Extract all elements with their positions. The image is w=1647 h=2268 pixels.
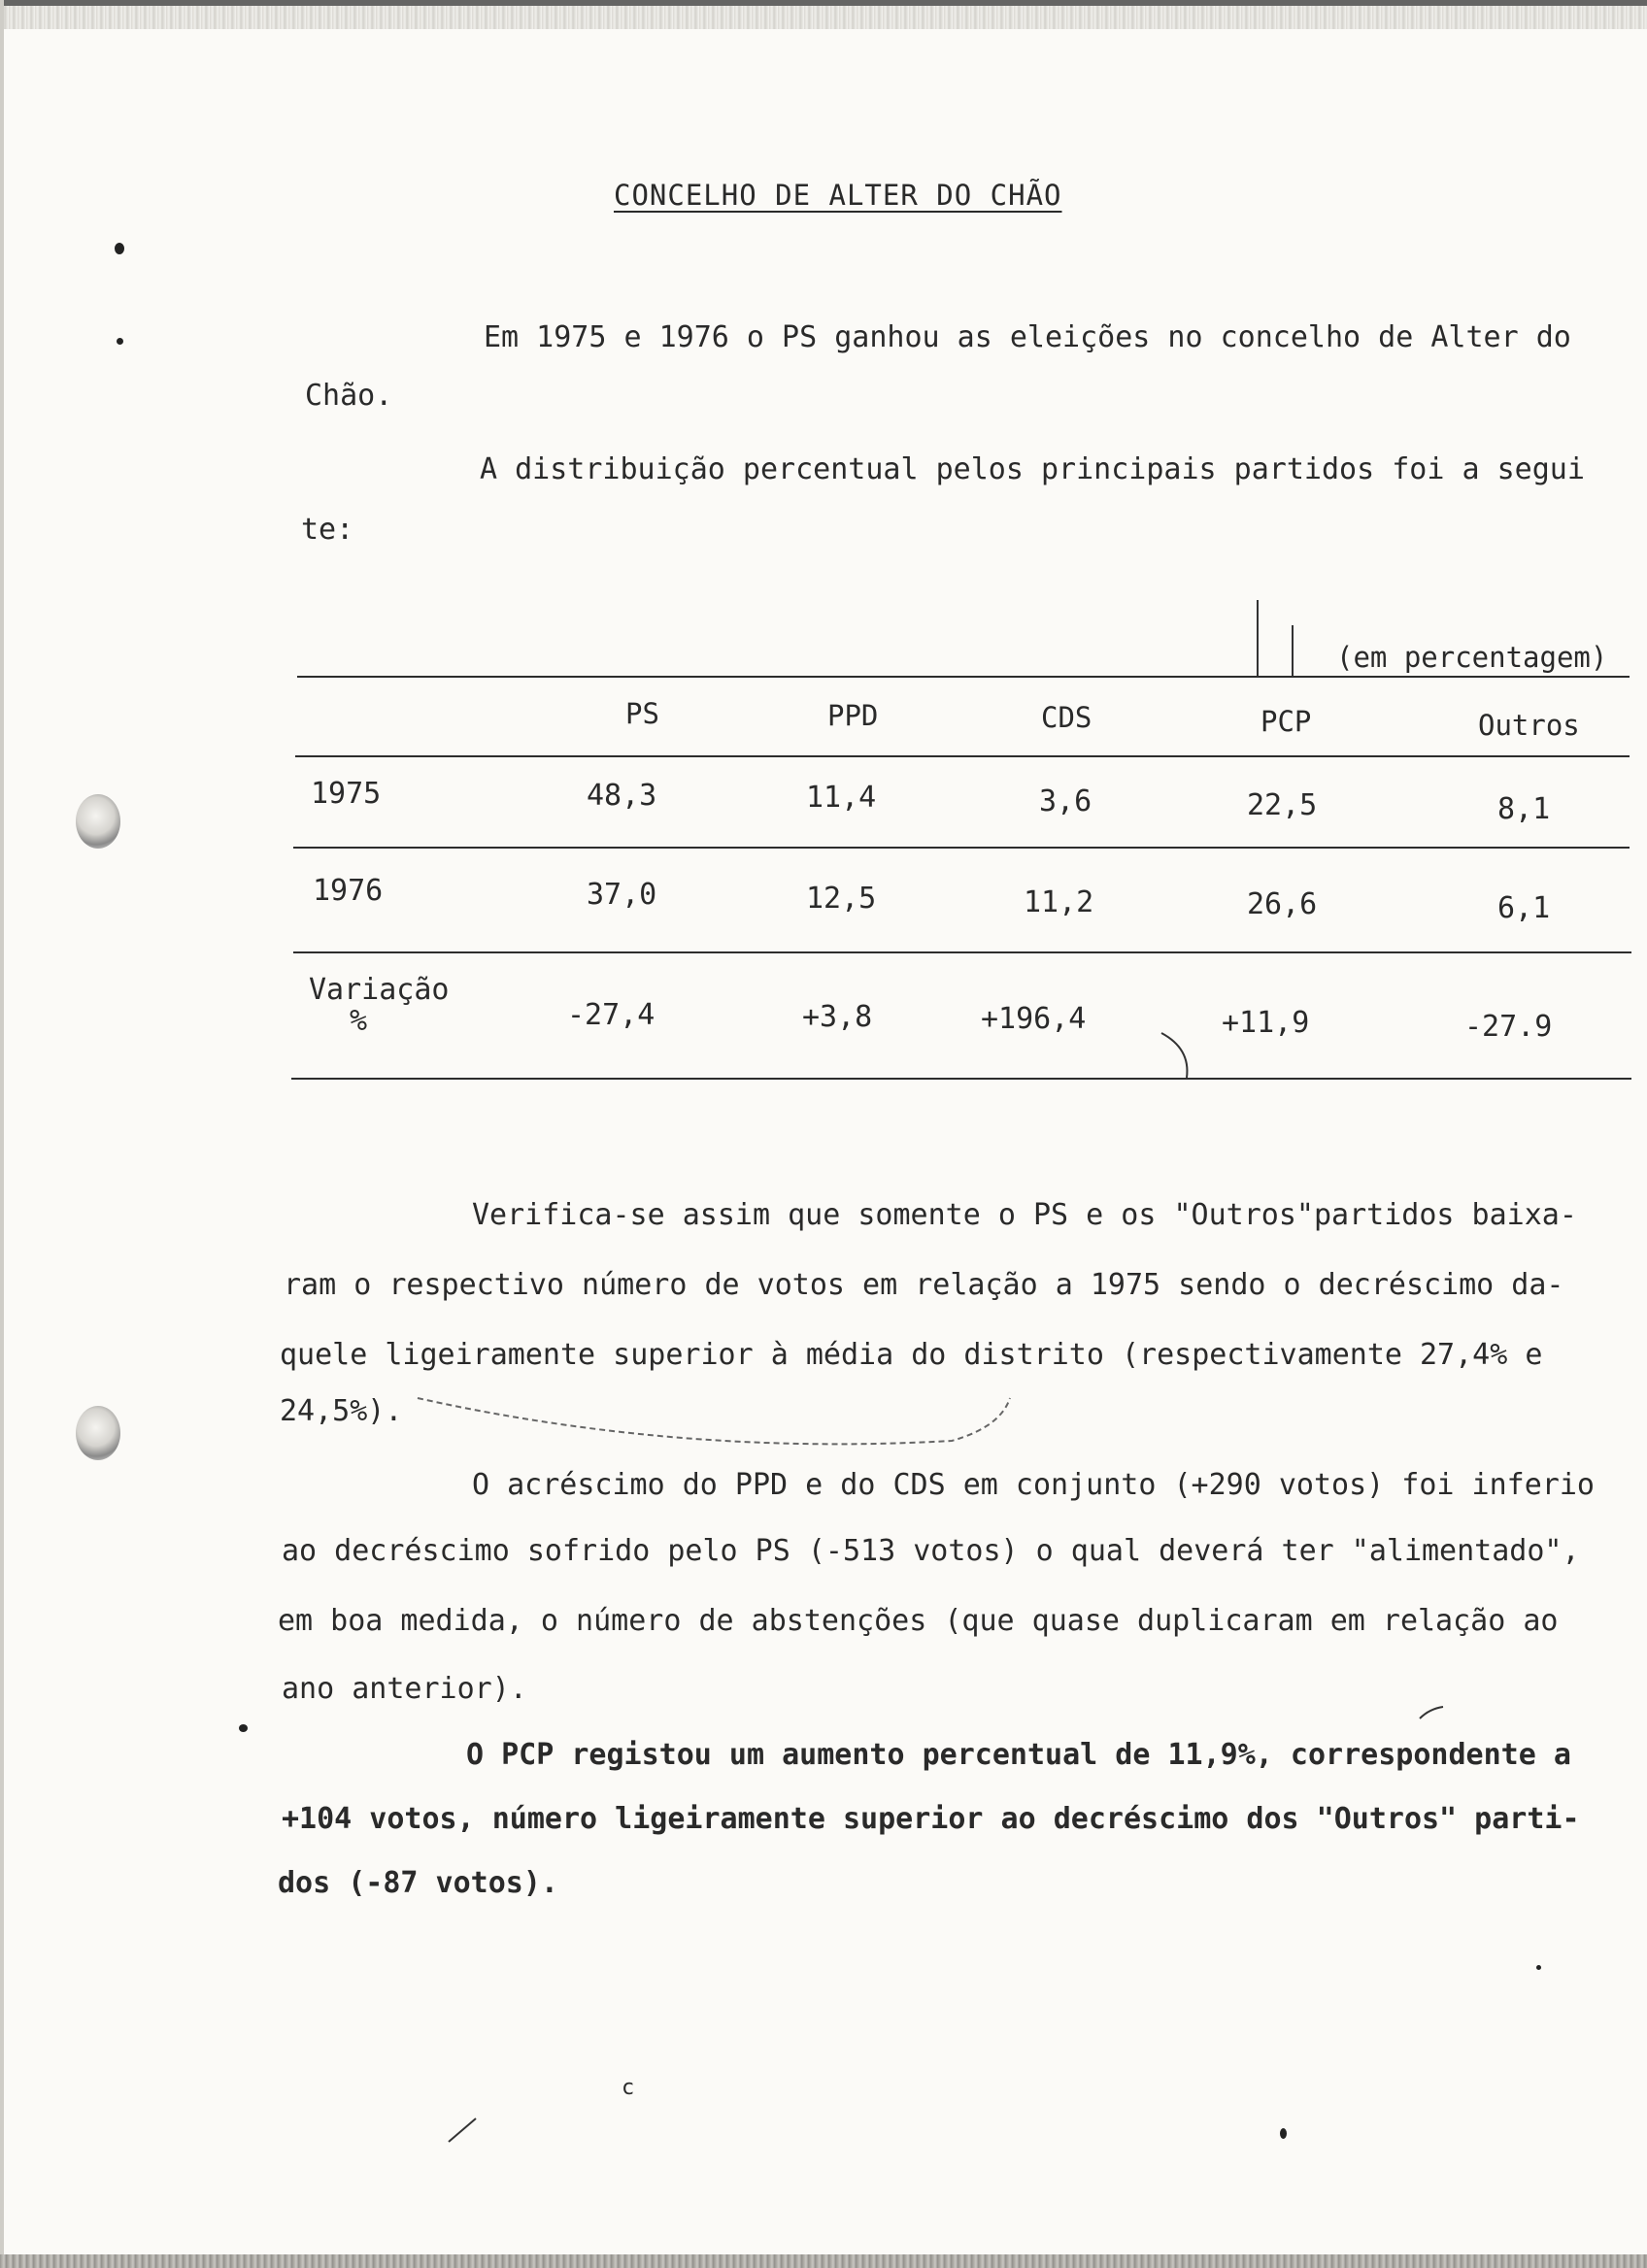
paragraph-1-line-3: quele ligeiramente superior à média do distrito (respectivamente 27,4% e [280,1338,1543,1372]
footer-mark: c [622,2076,635,2100]
table-cell: +11,9 [1222,1006,1310,1040]
table-cell: 12,5 [806,882,877,916]
paragraph-1-line-2: ram o respectivo número de votos em relação a 1975 sendo o decréscimo da- [284,1268,1564,1302]
table-cell: 26,6 [1247,887,1318,921]
table-cell: 48,3 [587,779,657,813]
page-title: CONCELHO DE ALTER DO CHÃO [614,179,1062,212]
row-label-1976: 1976 [313,874,384,908]
table-cell: 6,1 [1497,891,1551,925]
table-cell: +3,8 [802,1000,873,1034]
table-unit-label: (em percentagem) [1336,641,1608,674]
table-cell: 37,0 [587,878,657,912]
column-header-pcp: PCP [1260,705,1312,738]
paragraph-2-line-4: ano anterior). [282,1672,527,1706]
row-label-variacao-line1: Variação [309,973,450,1007]
table-cell: -27.9 [1464,1010,1553,1044]
table-cell: +196,4 [981,1002,1087,1036]
row-label-variacao-line2: % [350,1004,368,1038]
intro-line-1: Em 1975 e 1976 o PS ganhou as eleições no concelho de Alter do [484,320,1571,354]
table-cell: 11,4 [806,781,877,815]
paragraph-1-line-1: Verifica-se assim que somente o PS e os "Outros"partidos baixa- [472,1198,1577,1232]
column-header-outros: Outros [1478,709,1580,742]
row-label-1975: 1975 [311,777,382,811]
paragraph-2-line-1: O acréscimo do PPD e do CDS em conjunto (+290 votos) foi inferio [472,1468,1595,1502]
table-cell: 3,6 [1039,784,1092,818]
paragraph-1-line-4: 24,5%). [280,1394,403,1428]
column-header-ppd: PPD [827,699,879,732]
table-cell: 11,2 [1024,885,1094,919]
intro-line-3: A distribuição percentual pelos principais partidos foi a segui [480,452,1585,486]
intro-line-2: Chão. [305,379,393,413]
table-cell: -27,4 [567,998,655,1032]
table-cell: 8,1 [1497,792,1551,826]
paragraph-2-line-3: em boa medida, o número de abstenções (que quase duplicaram em relação ao [278,1604,1559,1638]
table-cell: 22,5 [1247,788,1318,822]
paragraph-3-line-3: dos (-87 votos). [278,1866,558,1900]
column-header-ps: PS [625,697,659,730]
paragraph-3-line-1: O PCP registou um aumento percentual de 11,9%, correspondente a [466,1738,1571,1772]
paragraph-3-line-2: +104 votos, número ligeiramente superior ao decréscimo dos "Outros" parti- [282,1802,1580,1836]
intro-line-4: te: [301,513,354,547]
column-header-cds: CDS [1041,701,1092,734]
paragraph-2-line-2: ao decréscimo sofrido pelo PS (-513 votos) o qual deverá ter "alimentado", [282,1534,1580,1568]
